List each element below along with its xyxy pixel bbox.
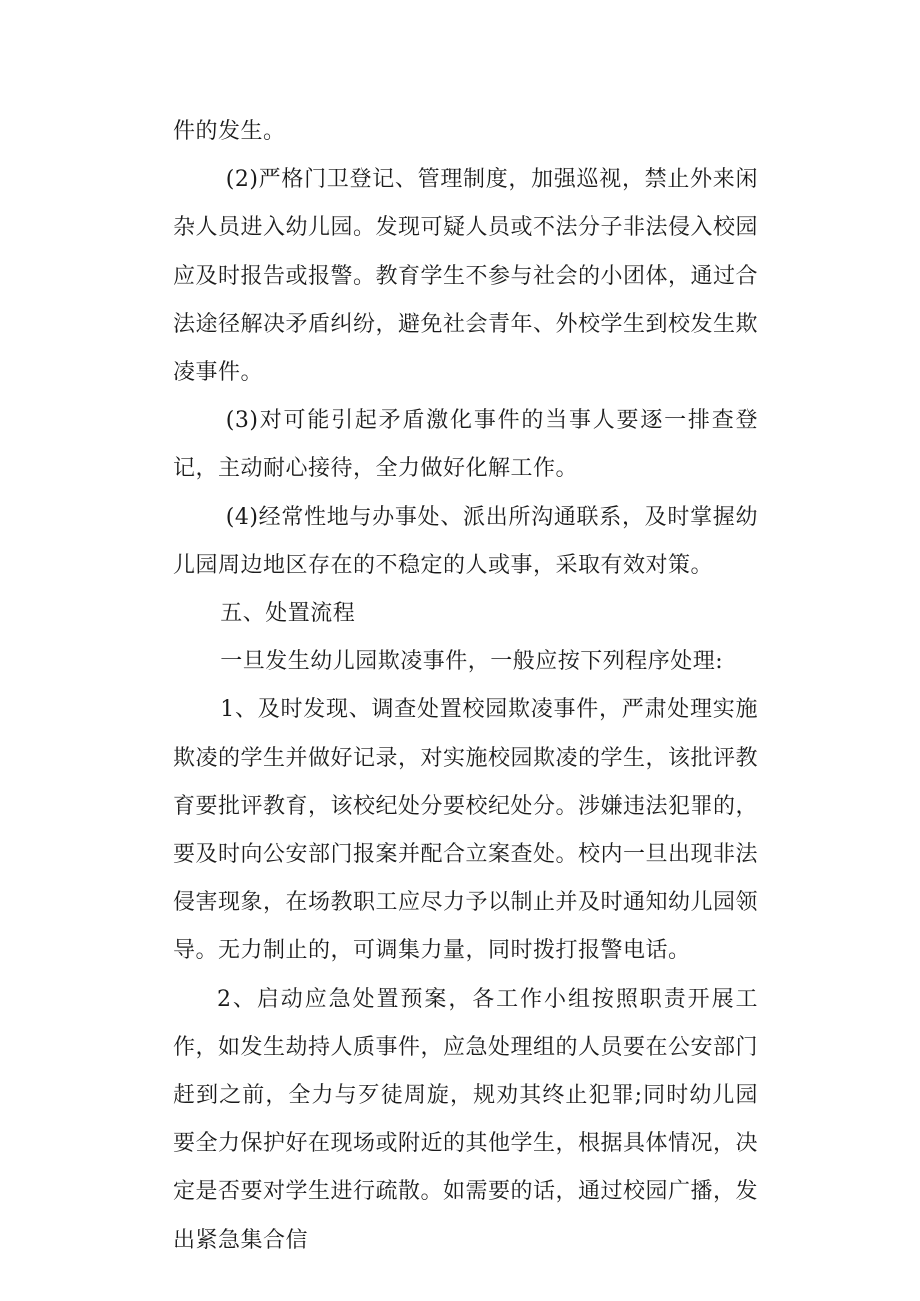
- paragraph-item-3: (3)对可能引起矛盾激化事件的当事人要逐一排查登记，主动耐心接待，全力做好化解工作。: [173, 408, 758, 482]
- paragraph-item-2: (2)严格门卫登记、管理制度，加强巡视，禁止外来闲杂人员进入幼儿园。发现可疑人员或不法分子非法侵入校园应及时报告或报警。教育学生不参与社会的小团体，通过合法途径解决矛盾纠纷，避免社会青年、外校学生到校发生欺凌事件。: [173, 167, 759, 386]
- paragraph-continuation: 件的发生。: [173, 119, 286, 144]
- paragraph-step-1: 1、及时发现、调查处置校园欺凌事件，严肃处理实施欺凌的学生并做好记录，对实施校园欺凌的学生，该批评教育要批评教育，该校纪处分要校纪处分。涉嫌违法犯罪的，要及时向公安部门报案并配合立案查处。校内一旦出现非法侵害现象，在场教职工应尽力予以制止并及时通知幼儿园领导。无力制止的，可调集力量，同时拨打报警电话。: [173, 697, 759, 964]
- paragraph-procedure-intro: 一旦发生幼儿园欺凌事件，一般应按下列程序处理:: [220, 649, 724, 675]
- paragraph-item-4: (4)经常性地与办事处、派出所沟通联系，及时掌握幼儿园周边地区存在的不稳定的人或事，采取有效对策。: [173, 504, 758, 578]
- section-heading-5: 五、处置流程: [220, 601, 356, 627]
- document-body: [173, 108, 758, 1265]
- paragraph-step-2: 2、启动应急处置预案，各工作小组按照职责开展工作，如发生劫持人质事件，应急处理组的人员要在公安部门赶到之前，全力与歹徒周旋，规劝其终止犯罪;同时幼儿园要全力保护好在现场或附近的其他学生，根据具体情况，决定是否要对学生进行疏散。如需要的话，通过校园广播，发出紧急集合信: [173, 986, 759, 1253]
